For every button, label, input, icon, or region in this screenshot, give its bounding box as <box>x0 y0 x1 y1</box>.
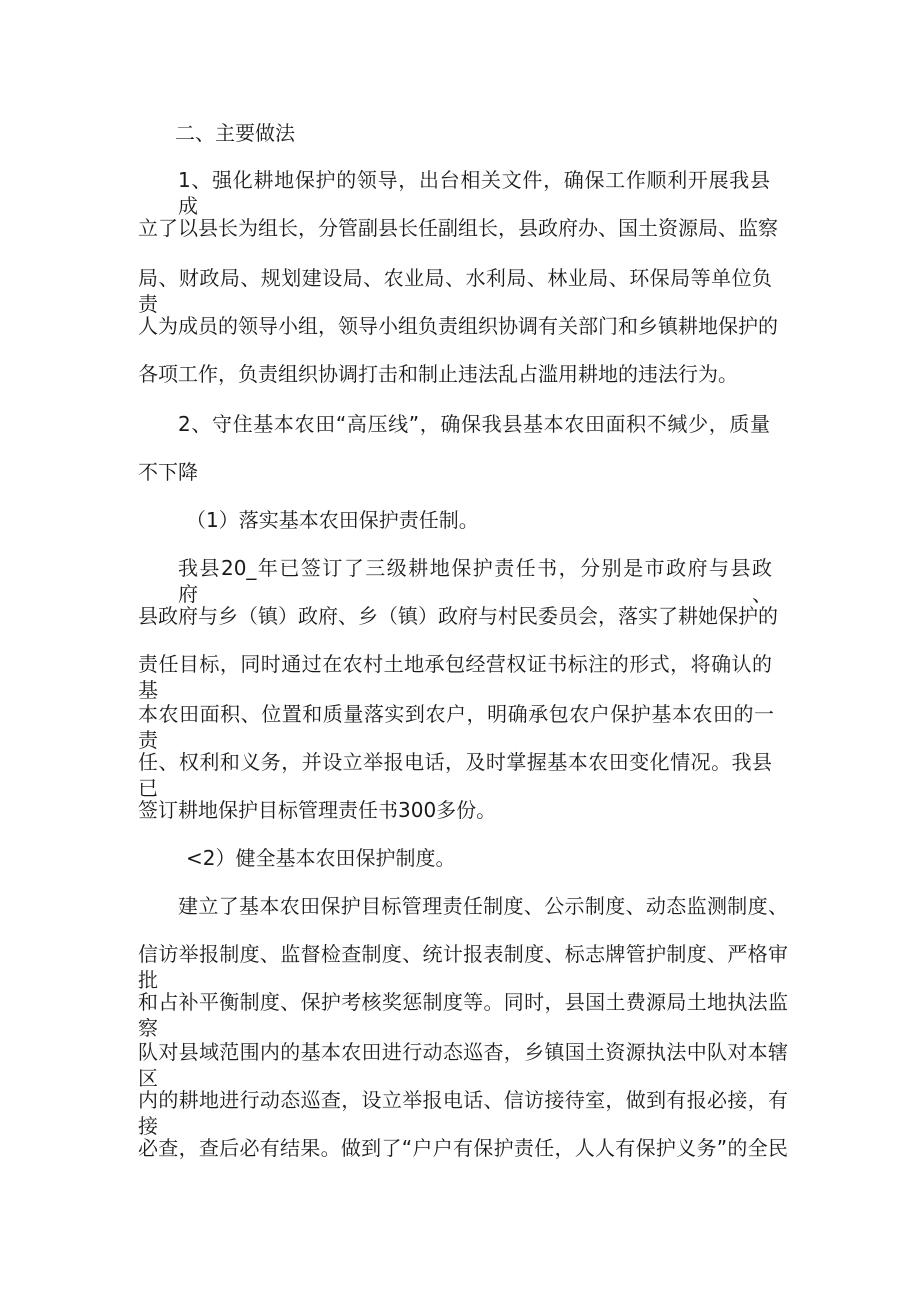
paragraph-line: 立了以县长为组长，分管副县长任副组长，县政府办、国土资源局、监察 <box>138 216 778 240</box>
paragraph-line: 内的耕地进行动态巡查，设立举报电话、信访接待室，做到有报必接，有接 <box>138 1088 788 1138</box>
paragraph-line: 队对县域范围内的基本农田进行动态巡杳，乡镇国土资源执法中队对本辖区 <box>138 1040 788 1090</box>
section-heading: 二、主要做法 <box>175 121 295 145</box>
paragraph-line: 和占补平衡制度、保护考核奖惩制度等。同时，县国土费源局土地执法监察 <box>138 990 788 1040</box>
paragraph-line: 不下降 <box>138 460 198 484</box>
paragraph-line: 县政府与乡（镇）政府、乡（镇）政府与村民委员会，落实了耕她保护的 <box>138 604 778 628</box>
paragraph-line: 必查，查后必有结果。做到了“户户有保护责任，人人有保护义务”的全民 <box>138 1136 788 1160</box>
paragraph-line: 人为成员的领导小组，领导小组负责组织协调有关部门和乡镇耕地保护的 <box>138 314 778 338</box>
subsection-heading: （1）落实基本农田保护责任制。 <box>186 508 479 532</box>
paragraph-line: 我县20_年已签订了三级耕地保护责任书，分别是市政府与县政府、 <box>178 556 772 606</box>
paragraph-line: 建立了基本农田保护目标管理责任制度、公示制度、动态监测制度、 <box>178 894 788 918</box>
paragraph-line: 信访举报制度、监督检查制度、统计报表制度、标志牌管护制度、严格审批 <box>138 942 788 992</box>
paragraph-line: 1、强化耕地保护的领导，出台相关文件，确保工作顺利开展我县成 <box>178 168 770 218</box>
paragraph-line: 2、守住基本农田“高压线”，确保我县基本农田面积不缄少，质量 <box>178 412 770 436</box>
paragraph-line: 签订耕地保护目标管理责任书300多份。 <box>138 798 497 822</box>
paragraph-line: 任、权利和义务，并设立举报电话，及时掌握基本农田变化情况。我县已 <box>138 750 772 800</box>
paragraph-line: 本农田面积、位置和质量落实到农户，明确承包农户保护基本农田的一责 <box>138 702 774 752</box>
paragraph-line: 局、财政局、规划建设局、农业局、水利局、林业局、环保局等单位负责 <box>138 266 772 316</box>
subsection-heading: <2）健全基本农田保护制度。 <box>186 846 456 870</box>
paragraph-line: 责任目标，同时通过在农村土地承包经营权证书标注的形式，将确认的基 <box>138 652 772 702</box>
paragraph-line: 各项工作，负责组织协调打击和制止违法乱占滥用耕地的违法行为。 <box>138 362 738 386</box>
